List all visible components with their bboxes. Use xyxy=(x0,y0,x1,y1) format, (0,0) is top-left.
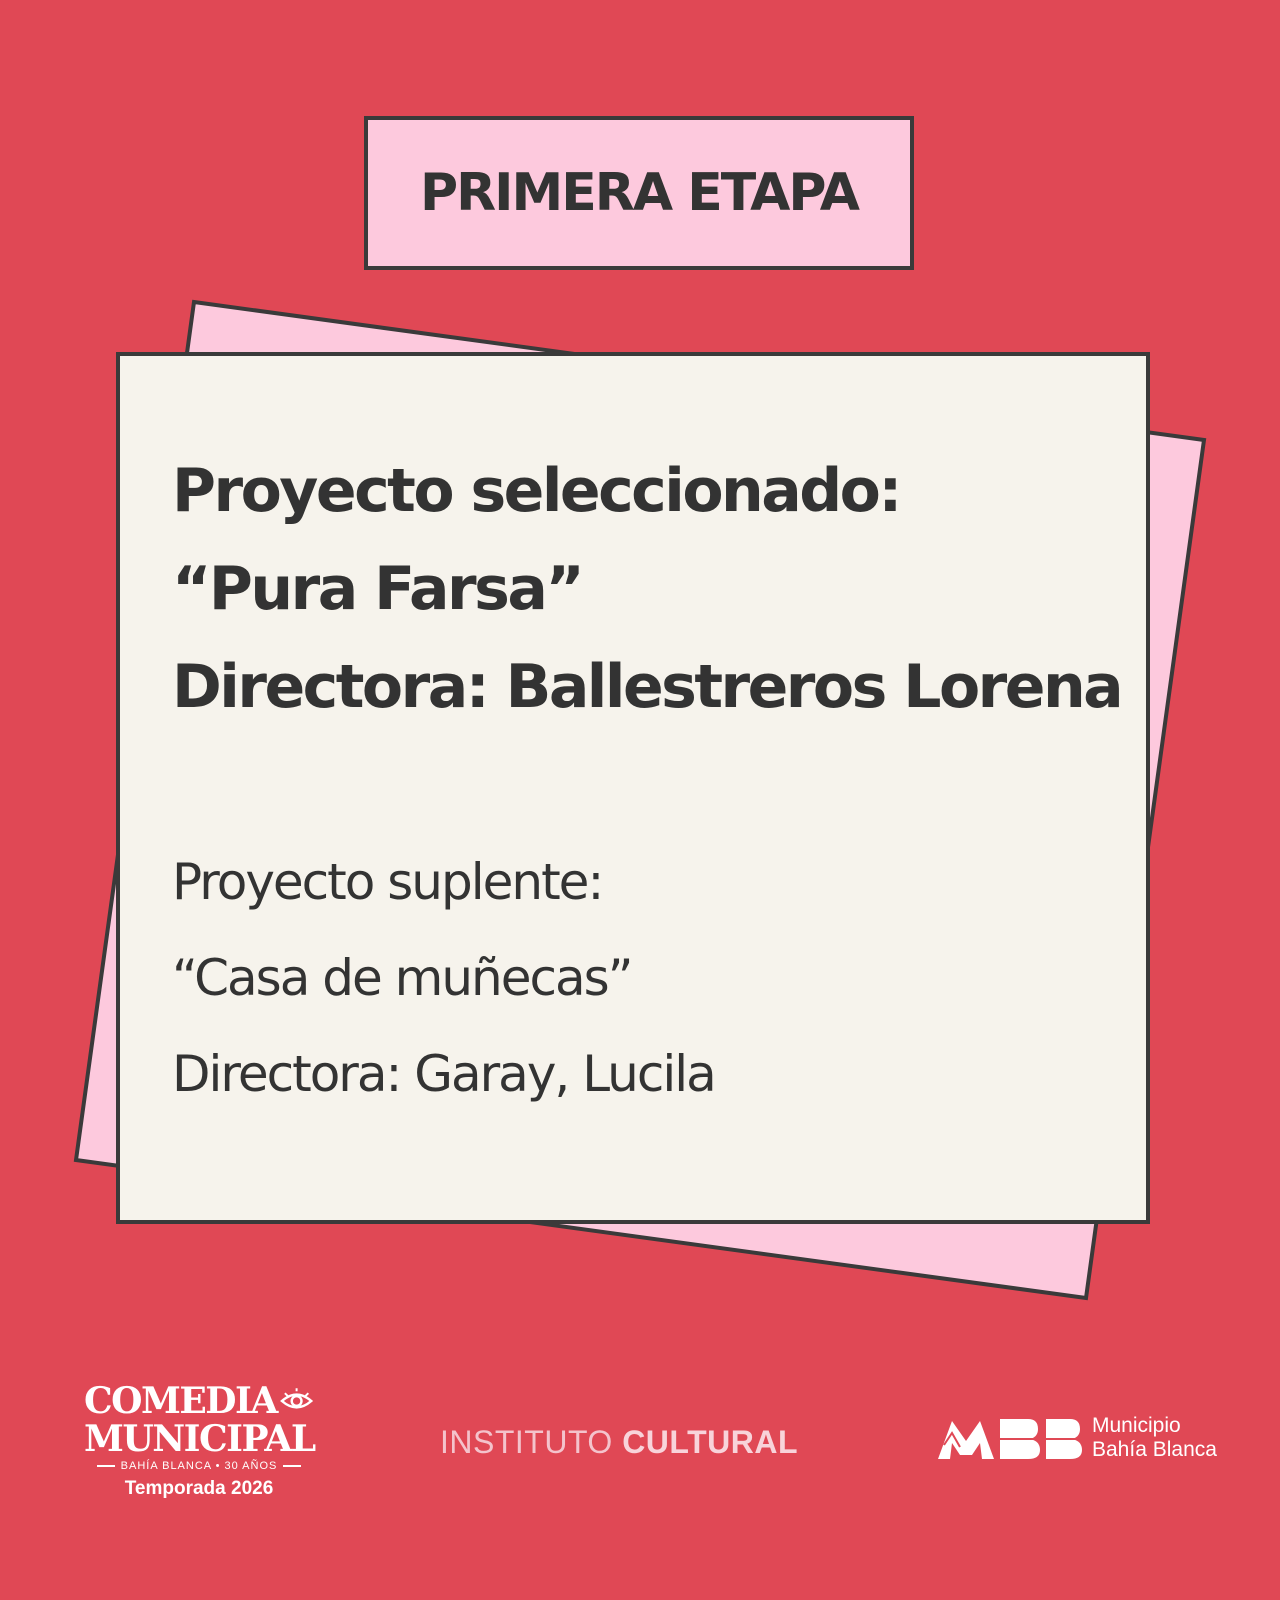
selected-project-block xyxy=(172,442,1132,736)
season-label: Temporada 2026 xyxy=(124,1478,274,1499)
municipio-line2: Bahía Blanca xyxy=(1092,1438,1217,1461)
cultural-word: CULTURAL xyxy=(622,1424,798,1460)
municipio-logo-icon xyxy=(936,1415,1084,1461)
comedia-municipal-logo xyxy=(84,1382,314,1500)
announcement-card xyxy=(116,352,1150,1224)
rule-left xyxy=(97,1465,115,1467)
municipio-name xyxy=(1092,1414,1217,1462)
comedia-logo-subtitle: BAHÍA BLANCA • 30 AÑOS xyxy=(120,1460,278,1472)
alternate-project-title: “Casa de muñecas” xyxy=(172,949,632,1007)
municipio-logo xyxy=(936,1414,1217,1462)
selected-project-title: “Pura Farsa” xyxy=(172,554,583,624)
alternate-project-director: Directora: Garay, Lucila xyxy=(172,1045,715,1103)
selected-project-heading: Proyecto seleccionado: xyxy=(172,456,900,526)
municipio-line1: Municipio xyxy=(1092,1414,1181,1437)
selected-project-director: Directora: Ballestreros Lorena xyxy=(172,652,1122,722)
eye-icon xyxy=(279,1386,314,1416)
stage-title: PRIMERA ETAPA xyxy=(420,163,858,223)
alternate-project-block xyxy=(172,834,1132,1122)
instituto-word: INSTITUTO xyxy=(440,1424,613,1460)
rule-right xyxy=(283,1465,301,1467)
comedia-logo-line2: MUNICIPAL xyxy=(84,1418,315,1460)
stage-banner xyxy=(364,116,914,270)
alternate-project-heading: Proyecto suplente: xyxy=(172,853,603,911)
instituto-cultural-logo xyxy=(440,1424,840,1461)
comedia-logo-line1: COMEDIA xyxy=(84,1380,277,1422)
